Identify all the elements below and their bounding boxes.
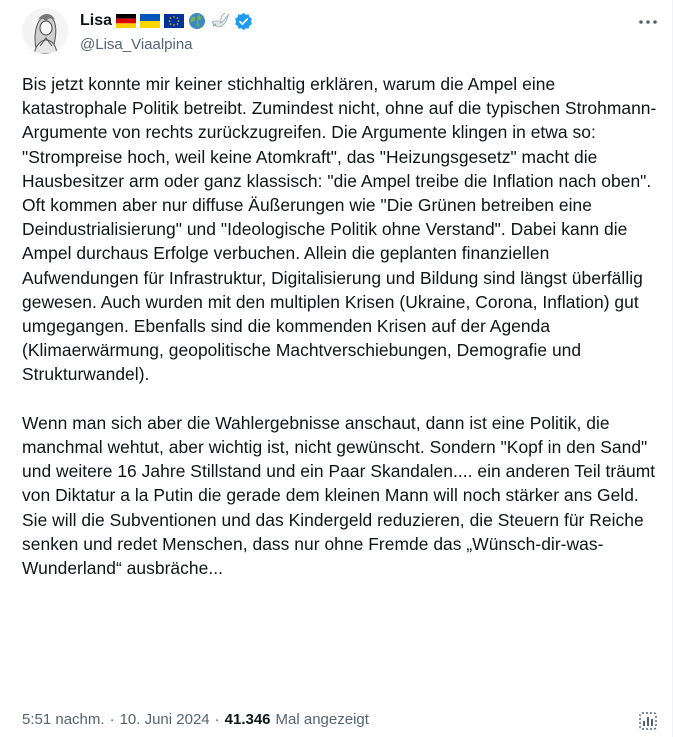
meta-separator: · — [109, 711, 115, 728]
eu-flag-icon — [164, 14, 184, 28]
ukraine-flag-icon — [140, 14, 160, 28]
tweet-meta — [22, 711, 369, 728]
avatar-illustration-icon — [22, 8, 68, 54]
verified-badge-icon[interactable] — [234, 12, 253, 31]
avatar[interactable] — [22, 8, 68, 54]
more-options-icon[interactable] — [636, 12, 660, 32]
author-handle[interactable]: @Lisa_Viaalpina — [80, 36, 193, 53]
views-count: 41.346 — [224, 711, 271, 728]
tweet-time[interactable]: 5:51 nachm. — [22, 711, 105, 728]
tweet-text: Bis jetzt konnte mir keiner stichhaltig erklären, warum die Ampel eine katastrophale Politik betreibt. Zumindest nicht, ohne auf die typischen Strohmann-Argumente von rechts zurückzugreifen. Die Argumente klingen in etwa so: "Strompreise hoch, weil keine Atomkraft", das "Heizungsgesetz" macht die Hausbesitzer arm oder ganz klassisch: "die Ampel treibe die Inflation nach oben". Oft kommen aber nur diffuse Äußerungen wie "Die Grünen betreiben eine Deindustrialisierung" und "Ideologische Politik ohne Verstand". Dabei kann die Ampel durchaus Erfolge verbuchen. Allein die geplanten finanziellen Aufwendungen für Infrastruktur, Digitalisierung und Bildung sind längst überfällig gewesen. Auch wurden mit den multiplen Krisen (Ukraine, Corona, Inflation) gut umgegangen. Ebenfalls sind die kommenden Krisen auf der Agenda (Klimaerwärmung, geopolitische Machtverschiebungen, Demografie und Strukturwandel). Wenn man sich aber die Wahlergebnisse anschaut, dann ist eine Politik, die manchmal wehtut, aber wichtig ist, nicht gewünscht. Sondern "Kopf in den Sand" und weitere 16 Jahre Stillstand und ein Paar Skandalen.... ein anderen Teil träumt von Diktatur a la Putin die gerade dem kleinen Mann will noch stärker ans Geld. Sie will die Subventionen und das Kindergeld reduzieren, die Steuern für Reiche senken und redet Menschen, dass nur ohne Fremde das „Wünsch-dir-was-Wunderland“ ausbräche... — [22, 74, 657, 579]
tweet-date[interactable]: 10. Juni 2024 — [119, 711, 210, 728]
post-analytics-icon[interactable] — [638, 711, 658, 731]
globe-icon — [188, 12, 206, 30]
views-label: Mal angezeigt — [275, 711, 369, 728]
meta-separator: · — [214, 711, 220, 728]
dove-icon — [210, 12, 230, 30]
german-flag-icon — [116, 14, 136, 28]
display-name[interactable]: Lisa — [80, 12, 113, 29]
author-name-row[interactable] — [80, 10, 253, 32]
